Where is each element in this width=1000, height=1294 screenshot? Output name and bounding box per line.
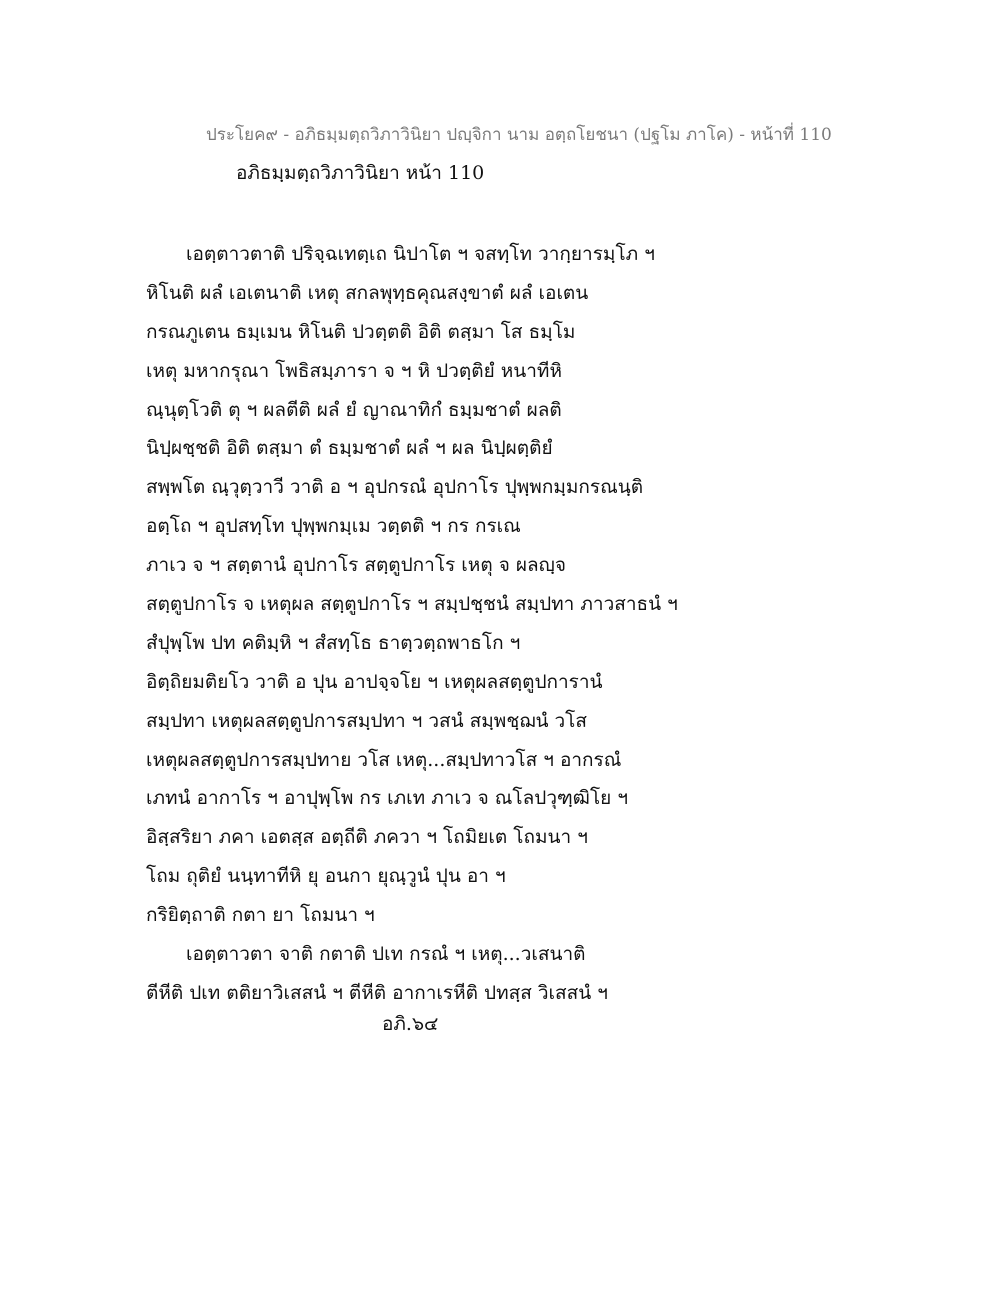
body-line: สมฺปทา เหตุผลสตฺตูปการสมฺปทา ฯ วสนํ สมฺพชฺฌนํ วโส (146, 709, 587, 732)
body-text (146, 239, 866, 1017)
running-header: ประโยค๙ - อภิธมฺมตฺถวิภาวินิยา ปญฺจิกา นาม อตฺถโยชนา (ปฐโม ภาโค) - หน้าที่ 110 (206, 125, 832, 145)
body-line: ภาเว จ ฯ สตฺตานํ อุปกาโร สตฺตูปกาโร เหตุ จ ผลญฺจ (146, 554, 566, 577)
body-line: กรณภูเตน ธมฺเมน หิโนติ ปวตฺตติ อิติ ตสฺมา โส ธมฺโม (146, 320, 576, 343)
body-line: โถม ถุติยํ นนฺทาทีหิ ยุ อนกา ยุณฺวูนํ ปุน อา ฯ (146, 865, 506, 888)
page-title: อภิธมฺมตฺถวิภาวินิยา หน้า 110 (236, 162, 485, 184)
body-line: สพฺพโต ณฺวุตฺวาวี วาติ อ ฯ อุปกรณํ อุปกาโร ปุพฺพกมฺมกรณนฺติ (146, 476, 644, 499)
body-line: เอตฺตาวตา จาติ กตาติ ปเท กรณํ ฯ เหตุ...วเสนาติ (186, 943, 586, 966)
body-line: หิโนติ ผลํ เอเตนาติ เหตุ สกลพุทฺธคุณสงฺขาตํ ผลํ เอเตน (146, 281, 589, 304)
body-line: เหตุ มหากรุณา โพธิสมฺภารา จ ฯ หิ ปวตฺติยํ หนาทีหิ (146, 359, 562, 382)
body-line: เหตุผลสตฺตูปการสมฺปทาย วโส เหตุ...สมฺปทาวโส ฯ อากรณํ (146, 748, 622, 771)
body-line: เอตฺตาวตาติ ปริจฺฉเทตฺเถ นิปาโต ฯ จสทฺโท วากฺยารมฺโภ ฯ (186, 243, 655, 265)
body-line: สตฺตูปกาโร จ เหตุผล สตฺตูปกาโร ฯ สมฺปชฺชนํ สมฺปทา ภาวสาธนํ ฯ (146, 593, 678, 616)
body-line: ณฺนุตฺโวติ ตุ ฯ ผลตีติ ผลํ ยํ ญาณาทิกํ ธมฺมชาตํ ผลติ (146, 398, 562, 421)
body-line: เภทนํ อากาโร ฯ อาปุพฺโพ กร เภเท ภาเว จ ณโลปวุฑฺฒิโย ฯ (146, 787, 628, 810)
body-line: อตฺโถ ฯ อุปสทฺโท ปุพฺพกมฺเม วตฺตติ ฯ กร กรเณ (146, 515, 521, 538)
body-line: ตีหีติ ปเท ตติยาวิเสสนํ ฯ ตีหีติ อากาเรหีติ ปทสฺส วิเสสนํ ฯ (146, 981, 608, 1004)
body-line: สํปุพฺโพ ปท คติมฺหิ ฯ สํสทฺโธ ธาตฺวตฺถพาธโก ฯ (146, 631, 521, 654)
page-folio: อภิ.๖๔ (382, 1013, 439, 1035)
body-line: นิปฺผชฺชติ อิติ ตสฺมา ตํ ธมฺมชาตํ ผลํ ฯ ผล นิปฺผตฺติยํ (146, 437, 553, 460)
body-line: กริยิตฺถาติ กตา ยา โถมนา ฯ (146, 904, 375, 927)
body-line: อิตฺถิยมติยโว วาติ อ ปุน อาปจฺจโย ฯ เหตุผลสตฺตูปการานํ (146, 670, 603, 693)
body-line: อิสฺสริยา ภคา เอตสฺส อตฺถีติ ภควา ฯ โถมิยเต โถมนา ฯ (146, 826, 588, 849)
